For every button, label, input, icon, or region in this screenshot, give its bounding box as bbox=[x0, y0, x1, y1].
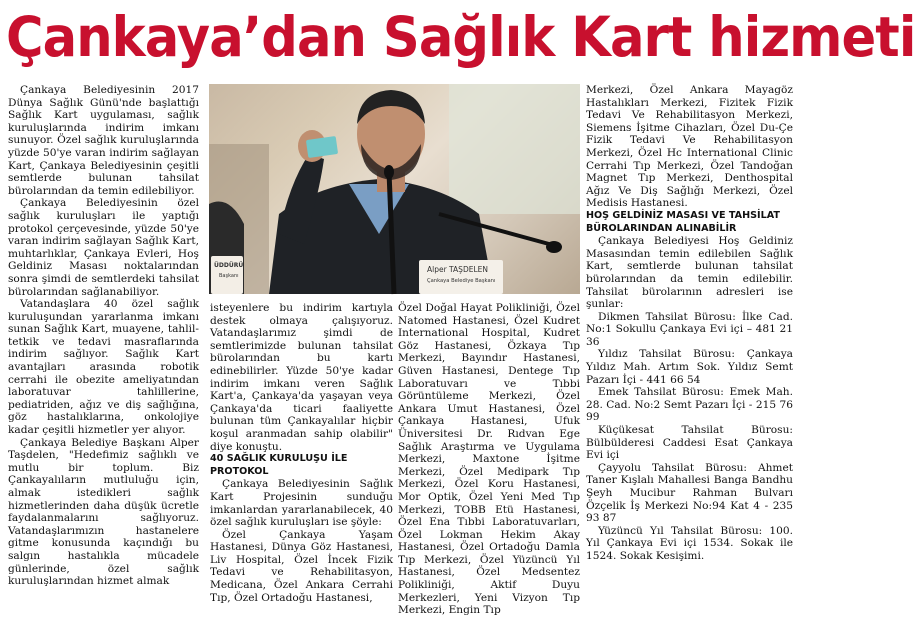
article-column-1 bbox=[8, 84, 199, 588]
paragraph: Çankaya Belediyesi Hoş Geldiniz Masasından temin edilebilen Sağlık Kart, semtlerde bulunan tahsilat bürolarından da temin edilebilir. Tahsilat bürolarının adresleri ise şunlar: bbox=[586, 235, 793, 311]
article-column-2 bbox=[210, 302, 393, 604]
paragraph: Küçükesat Tahsilat Bürosu: Bülbülderesi Caddesi Esat Çankaya Evi içi bbox=[586, 424, 793, 462]
paragraph: Çankaya Belediye Başkanı Alper Taşdelen, "Hedefimiz sağlıklı ve mutlu bir toplum. Biz Çankayalıların mutluluğu için, almak istedikleri sağlık hizmetlerinden daha düşük ücretle faydalanmalarını sağlıyoruz. Vatandaşlarımızın hastanelere gitme konusunda kaçındığı bu salgın hastalıkla mücadele günlerinde, özel sağlık kuruluşlarından hizmet almak bbox=[8, 436, 199, 588]
nameplate-left-name: ÜDDÜRÜ bbox=[214, 262, 244, 269]
nameplate-main-name: Alper TAŞDELEN bbox=[427, 265, 488, 274]
headline: Çankaya’dan Sağlık Kart hizmeti bbox=[6, 5, 915, 69]
paragraph: Merkezi, Özel Ankara Mayagöz Hastalıkları Merkezi, Fizitek Fizik Tedavi Ve Rehabilitasyon Merkezi, Siemens İşitme Cihazları, Özel Du-Çe Fizik Tedavi Ve Rehabilitasyon Merkezi, Özel Hc International Clinic Cerrahi Tıp Merkezi, Özel Tandoğan Magnet Tıp Merkezi, Denthospital Ağız Ve Diş Sağlığı Merkezi, Özel Medisis Hastanesi. bbox=[586, 84, 793, 210]
article-column-4 bbox=[586, 84, 793, 569]
paragraph: Yüzüncü Yıl Tahsilat Bürosu: 100. Yıl Çankaya Evi içi 1534. Sokak ile 1524. Sokak Kesişimi. bbox=[586, 524, 793, 562]
paragraph: Çankaya Belediyesinin 2017 Dünya Sağlık Günü'nde başlattığı Sağlık Kart uygulaması, sağlık kuruluşlarında indirim imkanı sunuyor. Özel sağlık kuruluşlarında yüzde 50'ye varan indirim sağlayan Kart, Çankaya Belediyesinin çeşitli semtlerde bulunan tahsilat bürolarından da temin edilebiliyor. bbox=[8, 84, 199, 197]
paragraph: Emek Tahsilat Bürosu: Emek Mah. 28. Cad. No:2 Semt Pazarı İçi - 215 76 99 bbox=[586, 386, 793, 424]
paragraph: Vatandaşlara 40 özel sağlık kuruluşundan yararlanma imkanı sunan Sağlık Kart, muayene, tahlil-tetkik ve tedavi masraflarında indirim sağlıyor. Sağlık Kart avantajları arasında robotik cerrahi ile obezite ameliyatından laboratuvar tahlillerine, pediatriden, ağız ve diş sağlığına, göz hastalıklarına, onkolojiye kadar çeşitli hizmetler yer alıyor. bbox=[8, 298, 199, 437]
article-photo bbox=[209, 84, 580, 294]
paragraph: Özel Doğal Hayat Polikliniği, Özel Natomed Hastanesi, Özel Kudret International Hospital, Kudret Göz Hastanesi, Özkaya Tıp Merkezi, Bayındır Hastanesi, Güven Hastanesi, Dentege Tıp Laboratuvarı ve Tıbbi Görüntüleme Merkezi, Özel Ankara Umut Hastanesi, Özel Çankaya Hastanesi, Ufuk Üniversitesi Dr. Rıdvan Ege Sağlık Araştırma ve Uygulama Merkezi, Maxtone İşitme Merkezi, Özel Medipark Tıp Merkezi, Özel Koru Hastanesi, Mor Optik, Özel Yeni Med Tıp Merkezi, TOBB Etü Hastanesi, Özel Ena Tıbbi Laboratuvarları, Özel Lokman Hekim Akay Hastanesi, Özel Ortadoğu Damla Tıp Merkezi, Özel Yüzüncü Yıl Hastanesi, Özel Medsentez Polikliniği, Aktif Duyu Merkezleri, Yeni Vizyon Tıp Merkezi, Engin Tıp bbox=[398, 302, 580, 617]
subheading: 40 SAĞLIK KURULUŞU İLE PROTOKOL bbox=[210, 453, 348, 477]
speaker-illustration bbox=[209, 84, 580, 294]
nameplate-main-title: Çankaya Belediye Başkanı bbox=[427, 278, 496, 284]
nameplate-left-title: Başkanı bbox=[219, 273, 239, 279]
paragraph: Çankaya Belediyesinin Sağlık Kart Projesinin sunduğu imkanlardan yararlanabilecek, 40 özel sağlık kuruluşları ise şöyle: bbox=[210, 478, 393, 529]
paragraph: Çayyolu Tahsilat Bürosu: Ahmet Taner Kışlalı Mahallesi Banga Bandhu Şeyh Mucibur Rahman Bulvarı Özçelik İş Merkezi No:94 Kat 4 - 235 93 87 bbox=[586, 461, 793, 525]
subheading: HOŞ GELDİNİZ MASASI VE TAHSİLAT BÜROLARINDAN ALINABİLİR bbox=[586, 209, 780, 234]
paragraph: Yıldız Tahsilat Bürosu: Çankaya Yıldız Mah. Artım Sok. Yıldız Semt Pazarı İçi - 441 66 54 bbox=[586, 348, 793, 386]
article-column-3 bbox=[398, 302, 580, 617]
nameplate-main bbox=[419, 260, 503, 294]
paragraph: Çankaya Belediyesinin özel sağlık kuruluşları ile yaptığı protokol çerçevesinde, yüzde 50'ye varan indirim sağlayan Sağlık Kart, muhtarlıklar, Çankaya Evleri, Hoş Geldiniz Masası noktalarından sonra şimdi de semtlerdeki tahsilat bürolarından sağlanabiliyor. bbox=[8, 197, 199, 298]
paragraph: Özel Çankaya Yaşam Hastanesi, Dünya Göz Hastanesi, Liv Hospital, Özel İncek Fizik Tedavi ve Rehabilitasyon, Medicana, Özel Ankara Cerrahi Tıp, Özel Ortadoğu Hastanesi, bbox=[210, 528, 393, 604]
paragraph: Dikmen Tahsilat Bürosu: İlke Cad. No:1 Sokullu Çankaya Evi içi – 481 21 36 bbox=[586, 310, 793, 348]
paragraph: isteyenlere bu indirim kartıyla destek olmaya çalışıyoruz. Vatandaşlarımız şimdi de semtlerimizde bulunan tahsilat bürolarından bu kartı edinebilirler. Yüzde 50'ye kadar indirim imkanı veren Sağlık Kart'a, Çankaya'da yaşayan veya Çankaya'da ticari faaliyette bulunan tüm Çankayalılar hiçbir koşul aranmadan sahip olabilir" diye konuştu. bbox=[210, 302, 393, 453]
nameplate-left bbox=[211, 256, 243, 294]
